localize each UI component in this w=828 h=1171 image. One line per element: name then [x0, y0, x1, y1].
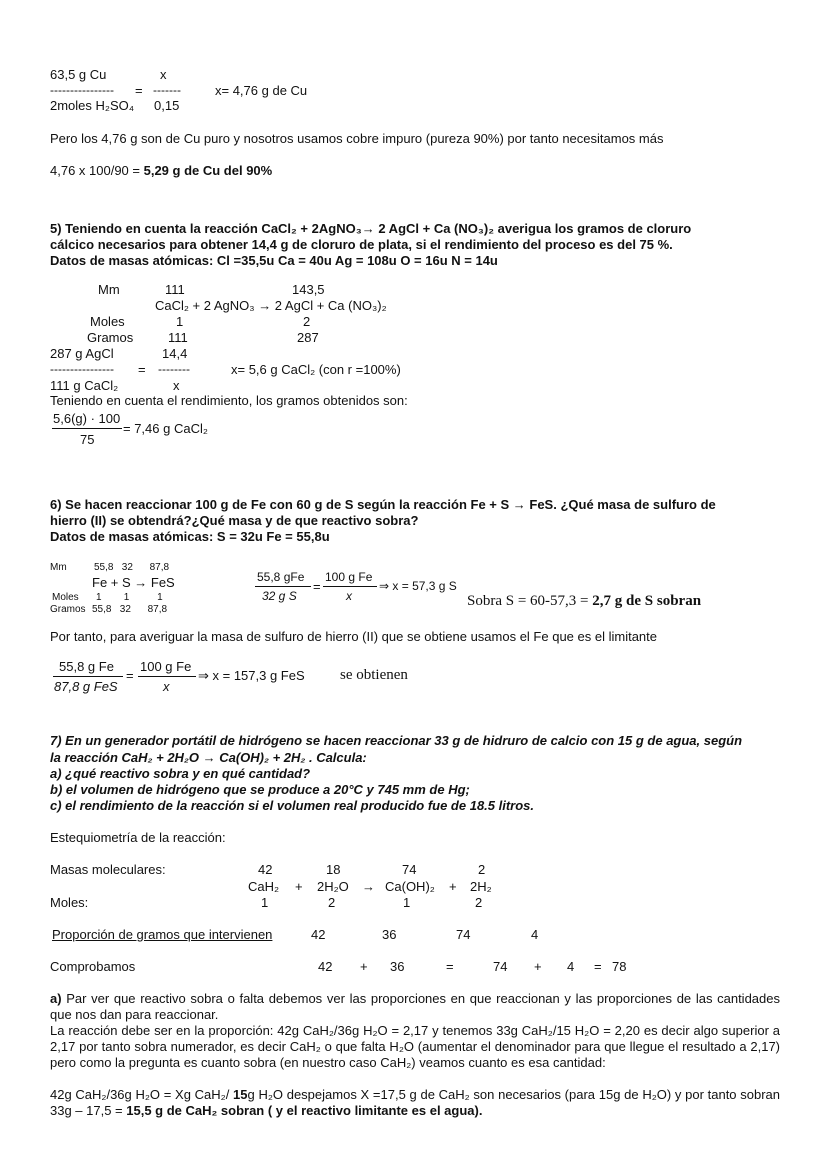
- p6-g-eq: =: [126, 668, 134, 683]
- p6-limit-text: Por tanto, para averiguar la masa de sulfuro de hierro (II) que se obtiene usamos el Fe que es el limitante: [50, 629, 657, 644]
- p7-species-6: 2H₂: [470, 879, 492, 894]
- p7-species-5: +: [449, 879, 457, 894]
- p7-species-3: →: [362, 879, 375, 894]
- purity-calc: [50, 163, 272, 178]
- p7-heading-c: c) el rendimiento de la reacción si el volumen real producido fue de 18.5 litros.: [50, 798, 535, 813]
- p6-grams-values: 55,8 32 87,8: [92, 604, 168, 615]
- p7-heading-a: a) ¿qué reactivo sobra y en qué cantidad?: [50, 766, 311, 781]
- p5-heading-line1: 5) Teniendo en cuenta la reacción CaCl₂ + 2AgNO₃→ 2 AgCl + Ca (NO₃)₂ averigua los gramos de cloruro: [50, 221, 692, 236]
- p5-yield-fraction-line: [52, 428, 122, 429]
- p5-prop-eq: =: [138, 362, 146, 377]
- p6-f2-denominator: x: [346, 589, 352, 603]
- p6-f-eq: =: [313, 579, 321, 594]
- p7-heading-line1: 7) En un generador portátil de hidrógeno se hacen reaccionar 33 g de hidruro de calcio con 15 g de agua, según: [50, 733, 743, 748]
- p7-species-1: +: [295, 879, 303, 894]
- p7-check-5: +: [534, 959, 542, 974]
- p5-prop-result: x= 5,6 g CaCl₂ (con r =100%): [231, 362, 401, 377]
- p7-check-8: 78: [612, 959, 627, 974]
- p7-final-bold: 15,5 g de CaH₂ sobran ( y el reactivo limitante es el agua).: [126, 1103, 483, 1118]
- p5-mm-label: Mm: [98, 282, 120, 297]
- p7-check-label: Comprobamos: [50, 959, 136, 974]
- p7-moles-3: 2: [475, 895, 483, 910]
- top-eq: =: [135, 83, 143, 98]
- purity-calc-prefix: 4,76 x 100/90 =: [50, 163, 144, 178]
- p6-mm-values: 55,8 32 87,8: [94, 562, 170, 573]
- top-result: x= 4,76 g de Cu: [215, 83, 308, 98]
- p5-yield-denominator: 75: [80, 432, 95, 447]
- p7-answer-a-intro: [50, 991, 780, 1023]
- p6-heading-line2: hierro (II) se obtendrá?¿Qué masa y de que reactivo sobra?: [50, 513, 419, 528]
- top-dashes: ----------------: [50, 83, 114, 97]
- p6-g1-denominator: 87,8 g FeS: [54, 679, 118, 694]
- p5-heading-line3: Datos de masas atómicas: Cl =35,5u Ca = 40u Ag = 108u O = 16u N = 14u: [50, 253, 498, 268]
- p6-f1-denominator: 32 g S: [262, 589, 297, 603]
- p6-g-result: ⇒ x = 157,3 g FeS: [198, 668, 305, 683]
- p6-g2-line: [138, 676, 196, 677]
- p6-f-result: ⇒ x = 57,3 g S: [379, 579, 457, 593]
- p7-final-part1: 42g CaH₂/36g H₂O = Xg CaH₂/: [50, 1087, 234, 1102]
- p7-mm-label: Masas moleculares:: [50, 862, 166, 877]
- p7-mm-3: 2: [478, 862, 486, 877]
- p6-mm-label: Mm: [50, 562, 67, 573]
- p6-heading-line3: Datos de masas atómicas: S = 32u Fe = 55,8u: [50, 529, 330, 544]
- p7-stoich-label: Estequiometría de la reacción:: [50, 830, 226, 845]
- top-x: x: [160, 67, 167, 82]
- p6-f2-line: [323, 586, 377, 587]
- purity-text: Pero los 4,76 g son de Cu puro y nosotros usamos cobre impuro (pureza 90%) por tanto necesitamos más: [50, 131, 664, 146]
- p6-moles-values: 1 1 1: [96, 592, 163, 603]
- p7-heading-line2: la reacción CaH₂ + 2H₂O → Ca(OH)₂ + 2H₂ . Calcula:: [50, 750, 367, 765]
- p6-f1-line: [255, 586, 311, 587]
- p5-yield-result: = 7,46 g CaCl₂: [123, 421, 208, 436]
- top-den-val: 0,15: [154, 98, 180, 113]
- p5-grams-287: 287: [297, 330, 319, 345]
- p6-g2-numerator: 100 g Fe: [140, 659, 192, 674]
- p5-prop-dashes: ----------------: [50, 362, 114, 376]
- p6-moles-label: Moles: [52, 592, 79, 603]
- p7-answer-a-final: [50, 1087, 780, 1119]
- purity-calc-result: 5,29 g de Cu del 90%: [143, 163, 273, 178]
- p7-species-4: Ca(OH)₂: [385, 879, 435, 894]
- p7-species-2: 2H₂O: [317, 879, 349, 894]
- p5-prop-dashes2: --------: [158, 362, 190, 376]
- p7-check-0: 42: [318, 959, 333, 974]
- p5-grams-111: 111: [168, 330, 188, 345]
- p7-final-15: 15: [233, 1087, 248, 1102]
- p7-answer-a-label: a): [50, 991, 62, 1006]
- p7-mm-0: 42: [258, 862, 273, 877]
- p6-grams-label: Gramos: [50, 604, 86, 615]
- p7-species-0: CaH₂: [248, 879, 280, 894]
- p6-g1-line: [53, 676, 123, 677]
- p6-g-tail: se obtienen: [340, 667, 408, 683]
- p5-mm-1435: 143,5: [292, 282, 325, 297]
- p7-check-1: +: [360, 959, 368, 974]
- p5-prop-num-val: 14,4: [162, 346, 188, 361]
- p7-prop-0: 42: [311, 927, 326, 942]
- top-numerator: 63,5 g Cu: [50, 67, 107, 82]
- p6-heading-line1: 6) Se hacen reaccionar 100 g de Fe con 60 g de S según la reacción Fe + S → FeS. ¿Qué masa de sulfuro de: [50, 497, 716, 512]
- p5-moles-2: 2: [303, 314, 311, 329]
- p7-heading-b: b) el volumen de hidrógeno que se produce a 20°C y 745 mm de Hg;: [50, 782, 470, 797]
- p5-yield-text: Teniendo en cuenta el rendimiento, los gramos obtenidos son:: [50, 393, 408, 408]
- p7-check-4: 74: [493, 959, 508, 974]
- p6-f1-numerator: 55,8 gFe: [257, 570, 305, 584]
- p7-prop-2: 74: [456, 927, 471, 942]
- p5-moles-label: Moles: [90, 314, 125, 329]
- p6-sobra: [467, 593, 701, 610]
- p5-heading-line2: cálcico necesarios para obtener 14,4 g de cloruro de plata, si el rendimiento del proceso es del 75 %.: [50, 237, 673, 252]
- p7-moles-2: 1: [403, 895, 411, 910]
- p5-prop-den: 111 g CaCl₂: [50, 378, 119, 393]
- p5-equation: CaCl₂ + 2 AgNO₃ → 2 AgCl + Ca (NO₃)₂: [155, 298, 387, 313]
- p7-check-6: 4: [567, 959, 575, 974]
- p6-g2-denominator: x: [163, 679, 170, 694]
- p5-grams-label: Gramos: [87, 330, 134, 345]
- p7-prop-label: Proporción de gramos que intervienen: [52, 927, 273, 942]
- p7-final-part2: g H₂O despejamos X =17,5 g de CaH₂ son necesarios (para 15g de H₂O) y por tanto sobran 33g – 17,5 =: [50, 1087, 781, 1118]
- p7-prop-3: 4: [531, 927, 539, 942]
- p6-f2-numerator: 100 g Fe: [325, 570, 373, 584]
- p5-moles-1: 1: [176, 314, 184, 329]
- p6-sobra-result: 2,7 g de S sobran: [592, 593, 702, 609]
- p5-prop-den-val: x: [173, 378, 180, 393]
- p7-answer-a-text: Par ver que reactivo sobra o falta debemos ver las proporciones en que reaccionan y las proporciones de las cantidades que nos dan para reaccionar.: [50, 991, 780, 1022]
- p7-check-3: =: [446, 959, 454, 974]
- p5-mm-111: 111: [165, 282, 185, 297]
- p6-g1-numerator: 55,8 g Fe: [59, 659, 114, 674]
- p7-check-2: 36: [390, 959, 405, 974]
- p7-mm-1: 18: [326, 862, 341, 877]
- p7-prop-1: 36: [382, 927, 397, 942]
- top-x-dashes: -------: [153, 83, 181, 97]
- p6-sobra-prefix: Sobra S = 60-57,3 =: [467, 593, 593, 609]
- p7-moles-label: Moles:: [50, 895, 89, 910]
- p7-moles-1: 2: [328, 895, 336, 910]
- p7-mm-2: 74: [402, 862, 417, 877]
- p5-yield-numerator: 5,6(g) · 100: [53, 411, 121, 426]
- p7-check-7: =: [594, 959, 602, 974]
- p5-prop-num: 287 g AgCl: [50, 346, 114, 361]
- p6-equation: Fe + S → FeS: [92, 575, 175, 590]
- p7-moles-0: 1: [261, 895, 269, 910]
- top-denominator: 2moles H₂SO₄: [50, 98, 135, 113]
- p7-answer-a-text2: La reacción debe ser en la proporción: 42g CaH₂/36g H₂O = 2,17 y tenemos 33g CaH₂/15 H₂O = 2,20 es decir algo superior a 2,17 por tanto sobra numerador, es decir CaH₂ o que falta H₂O (aumentar el denominador para que llegue el resultado a 2,17) pero como la pregunta es cuanto sobra (en nuestro caso CaH₂) veamos cuanto es esa cantidad:: [50, 1023, 780, 1070]
